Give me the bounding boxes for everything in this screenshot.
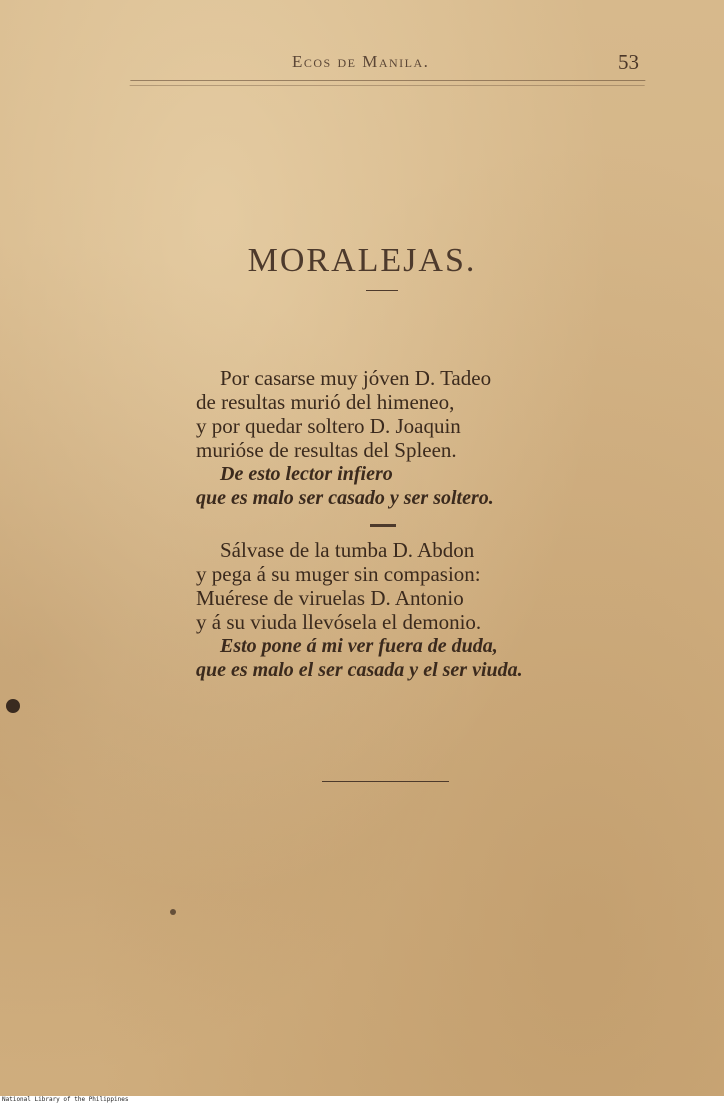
- ink-blot: [6, 699, 20, 713]
- stanza-divider: [370, 524, 396, 527]
- verse-line: y á su viuda llevósela el demonio.: [196, 610, 482, 634]
- verse-line: murióse de resultas del Spleen.: [196, 438, 457, 462]
- poem-title: MORALEJAS.: [247, 242, 477, 279]
- stanza-2: [196, 538, 523, 682]
- running-title: Ecos de Manila.: [292, 52, 430, 71]
- verse-line: y por quedar soltero D. Joaquin: [196, 414, 461, 438]
- verse-line: Sálvase de la tumba D. Abdon: [220, 538, 475, 562]
- title-divider: [366, 290, 398, 291]
- verse-line-moral: De esto lector infiero: [220, 463, 393, 485]
- verse-line: de resultas murió del himeneo,: [196, 390, 455, 414]
- header-rule: [130, 80, 646, 86]
- verse-line: Por casarse muy jóven D. Tadeo: [220, 366, 492, 390]
- page-number: 53: [618, 50, 639, 74]
- library-credit: National Library of the Philippines: [2, 1096, 129, 1103]
- stanza-1: [196, 366, 494, 510]
- verse-line-moral: que es malo el ser casada y el ser viuda.: [196, 659, 523, 681]
- verse-line: Muérese de viruelas D. Antonio: [196, 586, 464, 610]
- verse-line-moral: que es malo ser casado y ser soltero.: [196, 487, 494, 509]
- running-head: [130, 50, 645, 76]
- end-rule: [322, 781, 449, 782]
- verse-line-moral: Esto pone á mi ver fuera de duda,: [220, 635, 498, 657]
- verse-line: y pega á su muger sin compasion:: [196, 562, 481, 586]
- ink-speck: [170, 909, 176, 915]
